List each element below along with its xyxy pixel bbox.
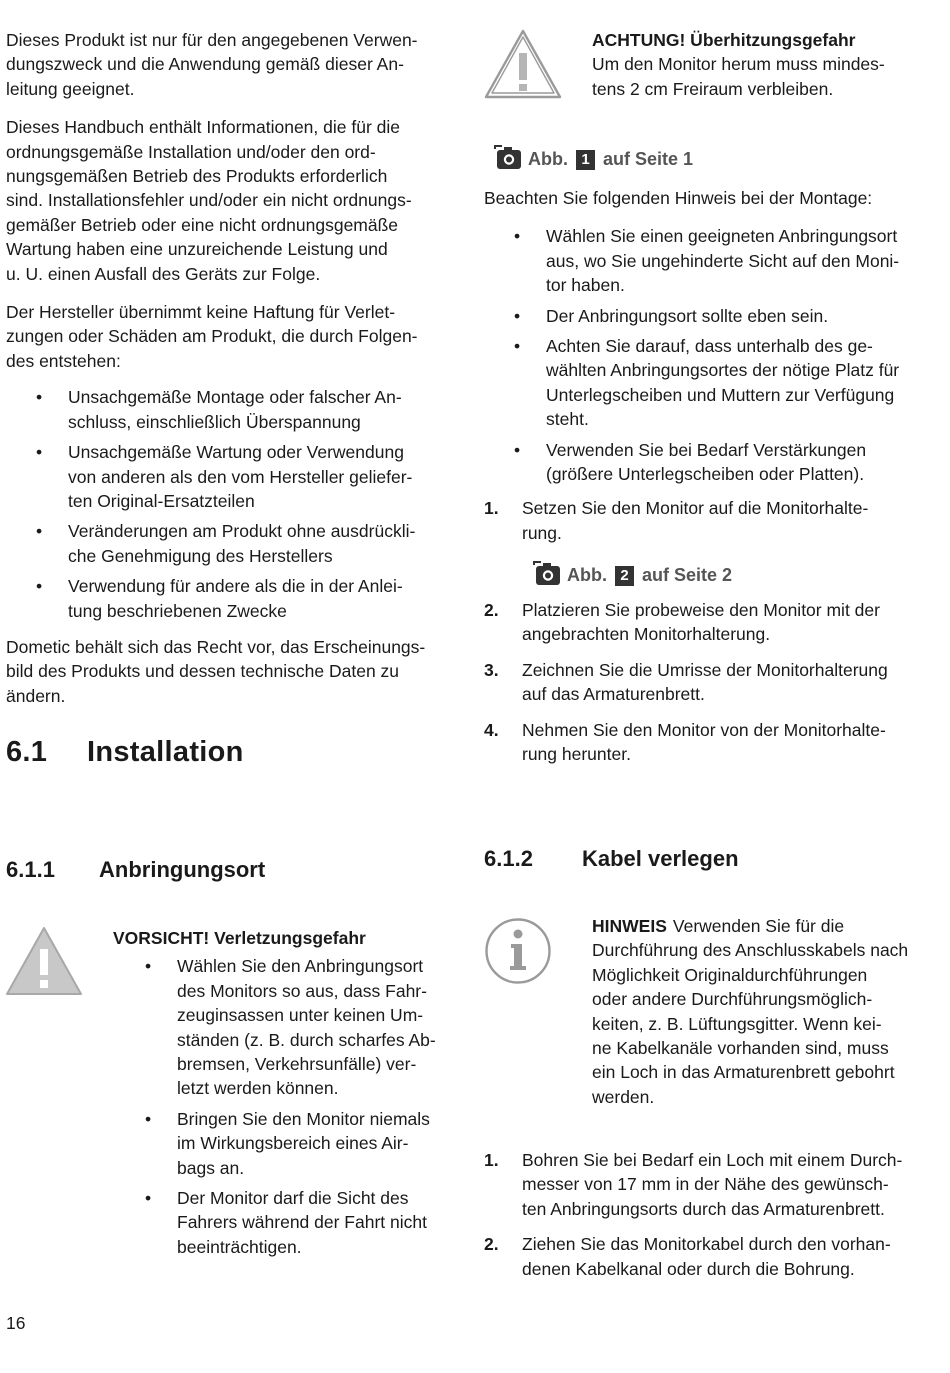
- list-item: • Verwendung für andere als die in der Anlei- tung beschriebenen Zwecke: [6, 574, 451, 623]
- intro-paragraph-1: Dieses Produkt ist nur für den angegebenen Verwen- dungszweck und die Anwendung gemäß dieser An- leitung geeignet.: [6, 30, 418, 99]
- info-icon: [484, 917, 552, 985]
- list-item: • Bringen Sie den Monitor niemals im Wirkungsbereich eines Air- bags an.: [145, 1107, 453, 1180]
- page-number: 16: [6, 1313, 26, 1333]
- step-item: 1. Bohren Sie bei Bedarf ein Loch mit einem Durch- messer von 17 mm in der Nähe des gewünsch- ten Anbringungsorts durch das Armaturenbrett.: [484, 1150, 903, 1219]
- step-item: 2. Platzieren Sie probeweise den Monitor mit der angebrachten Monitorhalterung.: [484, 600, 880, 645]
- step-item: 2. Ziehen Sie das Monitorkabel durch den vorhan- denen Kabelkanal oder durch die Bohrung.: [484, 1234, 891, 1279]
- list-item: • Achten Sie darauf, dass unterhalb des ge- wählten Anbringungsortes der nötige Platz für Unterlegscheiben und Muttern zur Verfügung steht.: [484, 334, 929, 432]
- list-item: • Unsachgemäße Montage oder falscher An- schluss, einschließlich Überspannung: [6, 385, 451, 434]
- notice-block: [592, 914, 932, 1109]
- section-heading-6-1-2: [484, 847, 739, 871]
- step-item: 1. Setzen Sie den Monitor auf die Monitorhalte- rung.: [484, 498, 869, 543]
- section-number: 6.1.1: [6, 857, 55, 882]
- montage-intro: Beachten Sie folgenden Hinweis bei der Montage:: [484, 188, 873, 208]
- list-item: • Verwenden Sie bei Bedarf Verstärkungen (größere Unterlegscheiben oder Platten).: [484, 438, 929, 487]
- section-title: Anbringungsort: [99, 857, 266, 882]
- step-item: 4. Nehmen Sie den Monitor von der Monitorhalte- rung herunter.: [484, 719, 886, 765]
- list-item: • Unsachgemäße Wartung oder Verwendung von anderen als den vom Hersteller geliefer- ten Original-Ersatzteilen: [6, 440, 451, 513]
- figure-reference-2[interactable]: Abb. 2 auf Seite 2: [531, 560, 732, 592]
- list-item: • Wählen Sie den Anbringungsort des Monitors so aus, dass Fahr- zeuginsassen unter keinen Um- ständen (z. B. durch scharfes Ab- bremsen, Verkehrsunfälle) ver- letzt werden können.: [145, 954, 453, 1100]
- camera-icon: [531, 560, 561, 592]
- intro-paragraph-3: Der Hersteller übernimmt keine Haftung für Verlet- zungen oder Schäden am Produkt, die durch Folgen- des entstehen:: [6, 302, 418, 371]
- notice-title: HINWEIS: [592, 916, 667, 936]
- caution-block: [113, 926, 453, 1259]
- warning-text: Um den Monitor herum muss mindes- tens 2 cm Freiraum verbleiben.: [592, 54, 885, 99]
- section-title: Installation: [87, 736, 244, 768]
- warning-block: [592, 28, 932, 101]
- cable-steps: [484, 1148, 929, 1281]
- right-column-main: [484, 186, 929, 545]
- list-item: • Wählen Sie einen geeigneten Anbringungsort aus, wo Sie ungehinderte Sicht auf den Moni- tor haben.: [484, 224, 929, 297]
- right-column-steps: [484, 598, 929, 766]
- warning-icon: [483, 28, 563, 100]
- list-item: • Der Anbringungsort sollte eben sein.: [484, 304, 929, 328]
- figure-reference-1[interactable]: Abb. 1 auf Seite 1: [492, 144, 693, 176]
- intro-paragraph-2: Dieses Handbuch enthält Informationen, die für die ordnungsgemäße Installation und/oder den ord- nungsgemäßen Betrieb des Produkts erforderlich sind. Installationsfehler und/oder ein nicht ordnungs- gemäßer Betrieb oder eine nicht ordnungsgemäße Wartung haben eine unzureichende Leistung und u. U. einen Ausfall des Geräts zur Folge.: [6, 117, 412, 284]
- section-heading-6-1: [6, 736, 244, 768]
- notice-text: HINWEIS Verwenden Sie für die Durchführung des Anschlusskabels nach Möglichkeit Originaldurchführungen oder andere Durchführungsmöglich- keiten, z. B. Lüftungsgitter. Wenn kei- ne Kabelkanäle vorhanden sind, muss ein Loch in das Armaturenbrett gebohrt werden.: [592, 916, 909, 1107]
- camera-icon: [492, 144, 522, 176]
- step-item: 3. Zeichnen Sie die Umrisse der Monitorhalterung auf das Armaturenbrett.: [484, 659, 888, 705]
- caution-title: VORSICHT! Verletzungsgefahr: [113, 928, 366, 948]
- section-heading-6-1-1: [6, 858, 265, 882]
- left-column: [6, 28, 451, 708]
- section-number: 6.1: [6, 736, 48, 768]
- warning-title: ACHTUNG! Überhitzungsgefahr: [592, 30, 856, 50]
- caution-icon: [5, 925, 83, 997]
- dometic-paragraph: Dometic behält sich das Recht vor, das Erscheinungs- bild des Produkts und dessen technische Daten zu ändern.: [6, 636, 426, 706]
- figure-number-badge: 1: [576, 150, 595, 170]
- list-item: • Der Monitor darf die Sicht des Fahrers während der Fahrt nicht beeinträchtigen.: [145, 1186, 453, 1259]
- figure-number-badge: 2: [615, 566, 634, 586]
- list-item: • Veränderungen am Produkt ohne ausdrückli- che Genehmigung des Herstellers: [6, 519, 451, 568]
- section-title: Kabel verlegen: [582, 846, 739, 871]
- section-number: 6.1.2: [484, 846, 533, 871]
